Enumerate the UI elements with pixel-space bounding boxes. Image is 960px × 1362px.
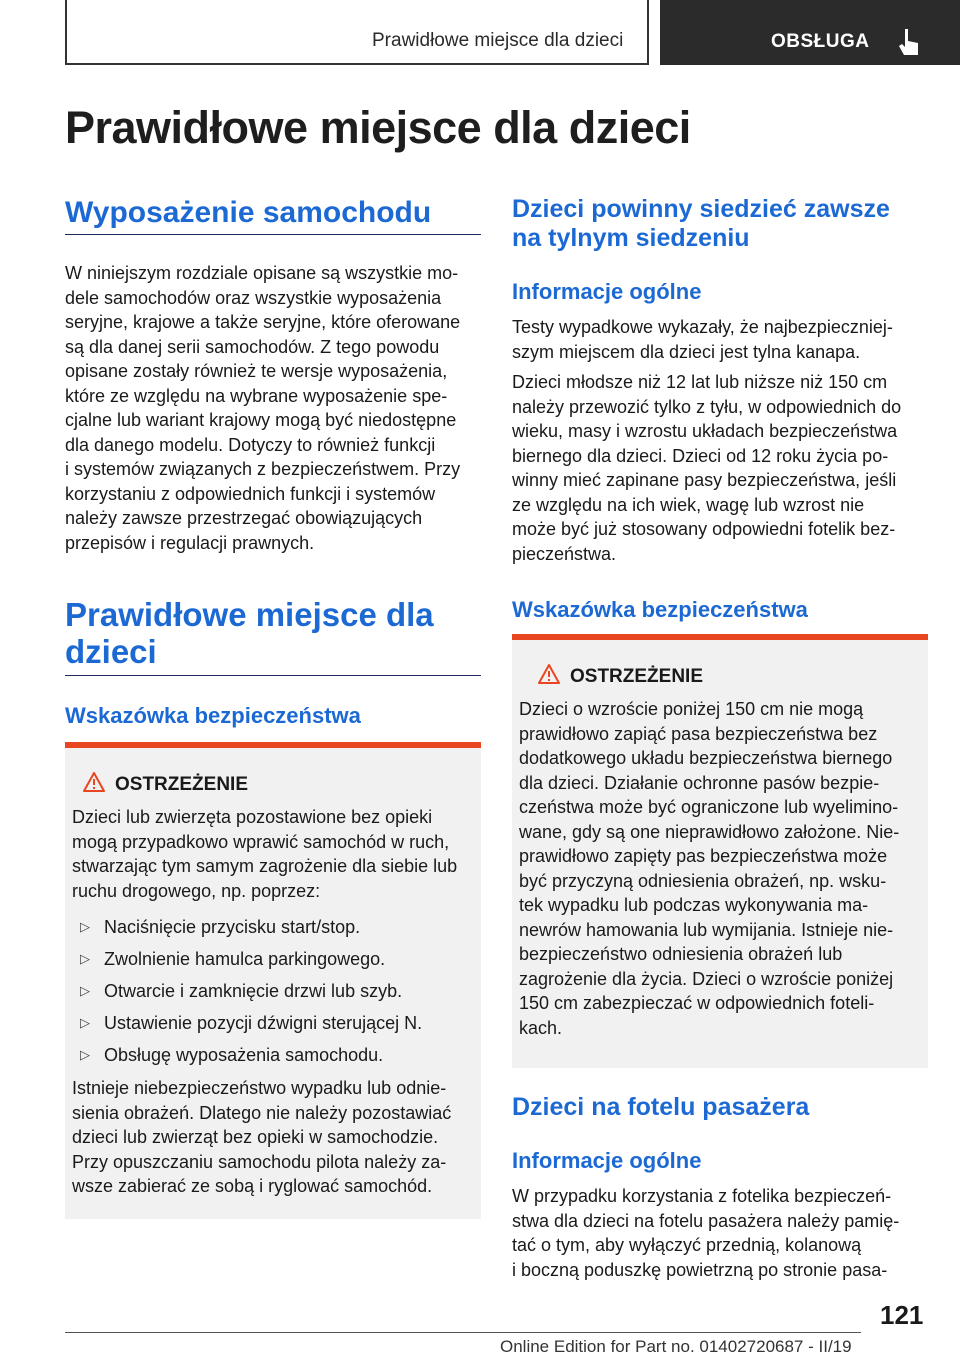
- hand-pointer-icon: [896, 27, 922, 57]
- paragraph-equipment: W niniejszym rozdziale opisane są wszystkie mo‐ dele samochodów oraz wszystkie wyposażenia seryjne, krajowe a także seryjne, które oferowane są dla danej serii samochodów. Z tego powodu opisane zostały również te wersje wyposażenia, które ze względu na wybrane wyposażenie spe‐ cjalne lub wariant krajowy mogą być niedostępne dla danego modelu. Dotyczy to również funkcji i systemów związanych z bezpieczeństwem. Przy korzystaniu z odpowiednich funkcji i systemów należy zawsze przestrzegać obowiązujących przepisów i regulacji prawnych.: [65, 263, 461, 553]
- bullet-triangle-icon: ▷: [80, 1047, 90, 1062]
- warning-label: OSTRZEŻENIE: [570, 666, 704, 687]
- bullet-triangle-icon: ▷: [80, 1015, 90, 1030]
- paragraph-general-1b: Dzieci młodsze niż 12 lat lub niższe niż 150 cm należy przewozić tylko z tyłu, w odpowiednich do wieku, masy i wzrostu układach bezpieczeństwa biernego dla dzieci. Dzieci od 12 roku życia po‐ winny mieć zapinane pasy bezpieczeństwa, jeśli ze względu na ich wiek, wagę lub wzrost nie może być już stosowany odpowiedni fotelik bez‐ pieczeństwa.: [512, 372, 902, 564]
- warning-intro: Dzieci lub zwierzęta pozostawione bez opieki mogą przypadkowo wprawić samochód w ruch, stwarzając tym samym zagrożenie dla siebie lub ruchu drogowego, np. poprzez:: [72, 807, 458, 901]
- running-header-title: Prawidłowe miejsce dla dzieci: [372, 30, 624, 51]
- heading-equipment: Wyposażenie samochodu: [65, 196, 432, 229]
- heading-passenger-seat: Dzieci na fotelu pasażera: [512, 1093, 810, 1121]
- page-title: Prawidłowe miejsce dla dzieci: [65, 102, 691, 153]
- warning-label: OSTRZEŻENIE: [115, 774, 249, 795]
- heading-general-info: Informacje ogólne: [512, 1148, 702, 1173]
- warning-box: OSTRZEŻENIE Dzieci lub zwierzęta pozostawione bez opieki mogą przypadkowo wprawić samochód w ruch, stwarzając tym samym zagrożenie dla siebie lub ruchu drogowego, np. poprzez: ▷ Naciśnięcie przycisku start/stop. ▷ Zwolnienie hamulca parkingowego. ▷ Otwarcie i zamknięcie drzwi lub szyb. ▷ Ustawienie pozycji dźwigni sterującej N. ▷ Obsługę wyposażenia samochodu. Istnieje niebezpieczeństwo wypadku lub odnie‐ sienia obrażeń. Dlatego nie należy pozostawiać dzieci lub zwierząt bez opieki w samochodzie. Przy opuszczaniu samochodu pilota należy za‐ wsze zabierać ze sobą i ryglować samochód.: [65, 742, 481, 1219]
- heading-child-place: Prawidłowe miejsce dla dzieci: [65, 596, 434, 670]
- paragraph-general-2: W przypadku korzystania z fotelika bezpieczeń‐ stwa dla dzieci na fotelu pasażera należy pamię‐ tać o tym, aby wyłączyć przednią, kolanową i boczną poduszkę powietrzną po stronie pasa‐: [512, 1186, 900, 1280]
- warning-outro: Istnieje niebezpieczeństwo wypadku lub odnie‐ sienia obrażeń. Dlatego nie należy pozostawiać dzieci lub zwierząt bez opieki w samochodzie. Przy opuszczaniu samochodu pilota należy za‐ wsze zabierać ze sobą i ryglować samochód.: [72, 1078, 452, 1196]
- footer-rule: [65, 1332, 861, 1333]
- heading-safety-note: Wskazówka bezpieczeństwa: [65, 703, 361, 728]
- heading-rule: [65, 234, 481, 235]
- chapter-tab: [660, 0, 960, 65]
- warning-triangle-icon: [83, 772, 105, 792]
- heading-rear-seat: Dzieci powinny siedzieć zawsze na tylnym siedzeniu: [512, 195, 890, 252]
- warning-triangle-icon: [538, 664, 560, 684]
- warning-text: Dzieci o wzroście poniżej 150 cm nie mogą prawidłowo zapiąć pasa bezpieczeństwa bez dodatkowego układu bezpieczeństwa biernego dla dzieci. Działanie ochronne pasów bezpie‐ czeństwa może być ograniczone lub wyelimino‐ wane, gdy są one nieprawidłowo założone. Nie‐ prawidłowo zapięty pas bezpieczeństwa może być przyczyną odniesienia obrażeń, np. wsku‐ tek wypadku lub podczas wykonywania ma‐ newrów hamowania lub wymijania. Istnieje nie‐ bezpieczeństwo odniesienia obrażeń lub zagrożenie dla życia. Dzieci o wzroście poniżej 150 cm zabezpieczać w odpowiednich foteli‐ kach.: [519, 699, 900, 1038]
- bullet-triangle-icon: ▷: [80, 983, 90, 998]
- bullet-triangle-icon: ▷: [80, 951, 90, 966]
- heading-safety-note: Wskazówka bezpieczeństwa: [512, 597, 808, 622]
- header-rule: [65, 63, 649, 65]
- warning-box: [512, 634, 928, 1068]
- header-divider-right: [647, 0, 649, 64]
- page-number: 121: [880, 1300, 924, 1330]
- heading-rule: [65, 675, 481, 676]
- footer-edition: Online Edition for Part no. 01402720687 - II/19: [500, 1337, 852, 1356]
- heading-general-info: Informacje ogólne: [512, 279, 702, 304]
- header-divider-left: [65, 0, 67, 64]
- bullet-triangle-icon: ▷: [80, 919, 90, 934]
- paragraph-general-1a: Testy wypadkowe wykazały, że najbezpieczniej‐ szym miejscem dla dzieci jest tylna kanapa.: [512, 317, 893, 362]
- chapter-tab-label: OBSŁUGA: [771, 31, 870, 52]
